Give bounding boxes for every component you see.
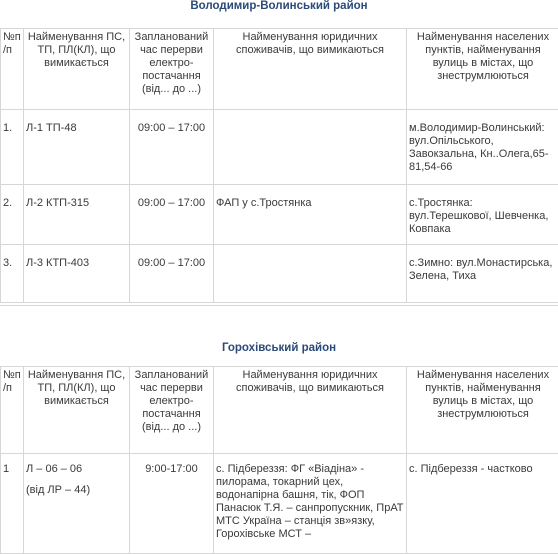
row-name-cell bbox=[24, 454, 130, 554]
row-places: с.Тростянка: вул.Терешкової, Шевченка, Ковпака bbox=[407, 185, 558, 245]
row-legal: с. Підбереззя: ФГ «Віадіна» - пилорама, токарний цех, водонапірна башня, тік, ФОП Панасюк Т.Я. – санпропускник, ПрАТ МТС Україна – станція зв»язку, Горохівське МСТ – bbox=[214, 454, 407, 554]
header-name: Найменування ПС, ТП, ПЛ(КЛ), що вимикається bbox=[24, 29, 130, 110]
table-row bbox=[1, 245, 558, 303]
row-places: с.Зимно: вул.Монастирська, Зелена, Тиха bbox=[407, 245, 558, 303]
section-divider bbox=[0, 305, 558, 367]
header-time: Запланований час перерви електро-постачання (від... до ...) bbox=[130, 367, 214, 454]
header-name: Найменування ПС, ТП, ПЛ(КЛ), що вимикається bbox=[24, 367, 130, 454]
row-legal: ФАП у с.Тростянка bbox=[214, 185, 407, 245]
row-legal bbox=[214, 245, 407, 303]
row-name: Л-2 КТП-315 bbox=[24, 185, 130, 245]
row-num: 2. bbox=[1, 185, 24, 245]
row-time: 09:00 – 17:00 bbox=[130, 110, 214, 185]
row-name: Л-3 КТП-403 bbox=[24, 245, 130, 303]
outage-table-horokhiv bbox=[0, 366, 558, 554]
district-title-horokhiv: Горохівський район bbox=[0, 342, 558, 354]
row-time: 09:00 – 17:00 bbox=[130, 245, 214, 303]
row-places: с. Підбереззя - частково bbox=[407, 454, 558, 554]
row-places: м.Володимир-Волинський: вул.Опільського, Завокзальна, Кн..Олега,65-81,54-66 bbox=[407, 110, 558, 185]
header-time: Запланований час перерви електро-постачання (від... до ...) bbox=[130, 29, 214, 110]
outage-table-volodymyr bbox=[0, 28, 558, 303]
row-name: Л-1 ТП-48 bbox=[24, 110, 130, 185]
header-places: Найменування населених пунктів, найменування вулиць в містах, що знеструмлюються bbox=[407, 367, 558, 454]
row-num: 3. bbox=[1, 245, 24, 303]
header-legal: Найменування юридичних споживачів, що вимикаються bbox=[214, 367, 407, 454]
table-row bbox=[1, 110, 558, 185]
header-num: №п/п bbox=[1, 367, 24, 454]
row-name-sub: (від ЛР – 44) bbox=[26, 484, 127, 497]
row-num: 1. bbox=[1, 110, 24, 185]
header-num: №п/п bbox=[1, 29, 24, 110]
row-time: 9:00-17:00 bbox=[130, 454, 214, 554]
header-places: Найменування населених пунктів, найменування вулиць в містах, що знеструмлюються bbox=[407, 29, 558, 110]
header-legal: Найменування юридичних споживачів, що вимикаються bbox=[214, 29, 407, 110]
district-title-volodymyr: Володимир-Волинський район bbox=[0, 0, 558, 12]
row-name: Л – 06 – 06 bbox=[26, 463, 82, 475]
row-num: 1 bbox=[1, 454, 24, 554]
table-row bbox=[1, 454, 558, 554]
table-header-row bbox=[1, 367, 558, 454]
row-legal bbox=[214, 110, 407, 185]
table-header-row bbox=[1, 29, 558, 110]
row-time: 09:00 – 17:00 bbox=[130, 185, 214, 245]
table-row bbox=[1, 185, 558, 245]
